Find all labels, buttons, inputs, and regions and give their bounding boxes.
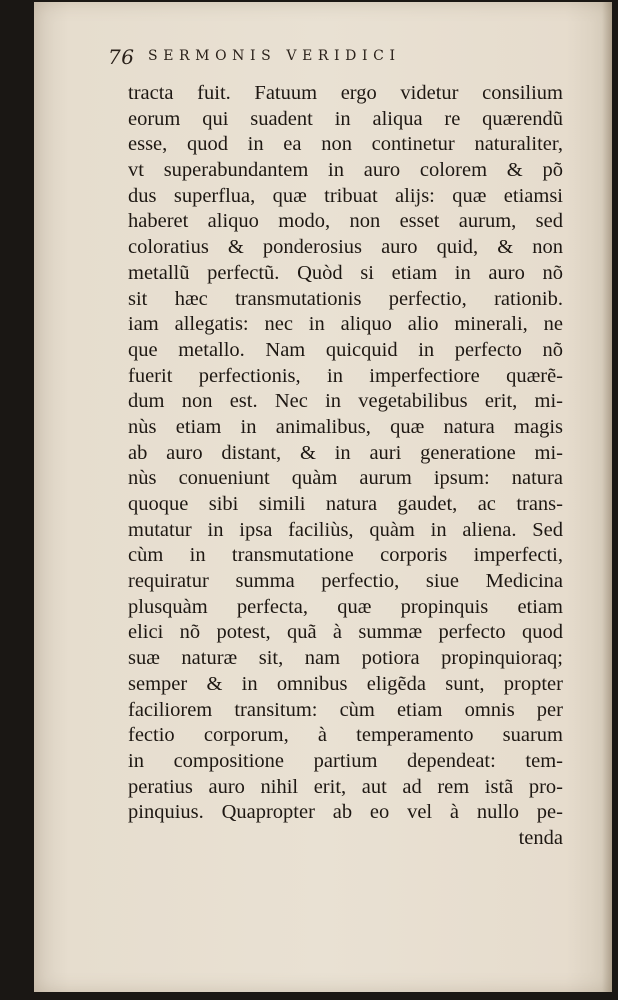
text-line: sit hæc transmutationis perfectio, rationib. [128, 287, 563, 310]
page-header [108, 45, 528, 71]
text-line: cùm in transmutatione corporis imperfecti, [128, 544, 563, 567]
text-line: eorum qui suadent in aliqua re quærendũ [128, 107, 563, 130]
text-line: nùs etiam in animalibus, quæ natura magis [128, 415, 563, 438]
text-line: fectio corporum, à temperamento suarum [128, 724, 563, 747]
text-line: suæ naturæ sit, nam potiora propinquioraq; [128, 647, 563, 670]
page-number: 76 [108, 45, 135, 69]
text-line: peratius auro nihil erit, aut ad rem istã pro- [128, 775, 563, 798]
text-line: esse, quod in ea non continetur naturaliter, [128, 133, 563, 156]
body-text [128, 81, 563, 852]
text-line: coloratius & ponderosius auro quid, & non [128, 236, 563, 259]
text-line: haberet aliquo modo, non esset aurum, sed [128, 210, 563, 233]
text-line: iam allegatis: nec in aliquo alio minerali, ne [128, 313, 563, 336]
text-line: in compositione partium dependeat: tem- [128, 749, 563, 772]
text-line: metallũ perfectũ. Quòd si etiam in auro nõ [128, 261, 563, 284]
text-line: pinquius. Quapropter ab eo vel à nullo pe- [128, 801, 563, 824]
text-line: quoque sibi simili natura gaudet, ac trans- [128, 493, 563, 515]
text-line: tracta fuit. Fatuum ergo videtur consilium [128, 82, 563, 104]
text-line: dum non est. Nec in vegetabilibus erit, mi- [128, 390, 563, 413]
text-line: mutatur in ipsa faciliùs, quàm in aliena. Sed [128, 518, 563, 541]
text-line: vt superabundantem in auro colorem & põ [128, 159, 563, 182]
page-edge-shadow [602, 2, 612, 992]
text-line: semper & in omnibus eligẽda sunt, propter [128, 672, 563, 695]
text-line: nùs conueniunt quàm aurum ipsum: natura [128, 467, 563, 490]
text-line: faciliorem transitum: cùm etiam omnis per [128, 698, 563, 721]
text-line: plusquàm perfecta, quæ propinquis etiam [128, 595, 563, 618]
catchword: tenda [518, 826, 563, 849]
text-line: fuerit perfectionis, in imperfectiore quærẽ- [128, 364, 563, 387]
text-line: dus superflua, quæ tribuat alijs: quæ etiamsi [128, 184, 563, 207]
text-line: que metallo. Nam quicquid in perfecto nõ [128, 338, 563, 361]
text-line: requiratur summa perfectio, siue Medicina [128, 570, 563, 593]
text-line: ab auro distant, & in auri generatione mi- [128, 441, 563, 464]
running-head: SERMONIS VERIDICI [148, 48, 401, 64]
text-line: elici nõ potest, quã à summæ perfecto quod [128, 621, 563, 644]
